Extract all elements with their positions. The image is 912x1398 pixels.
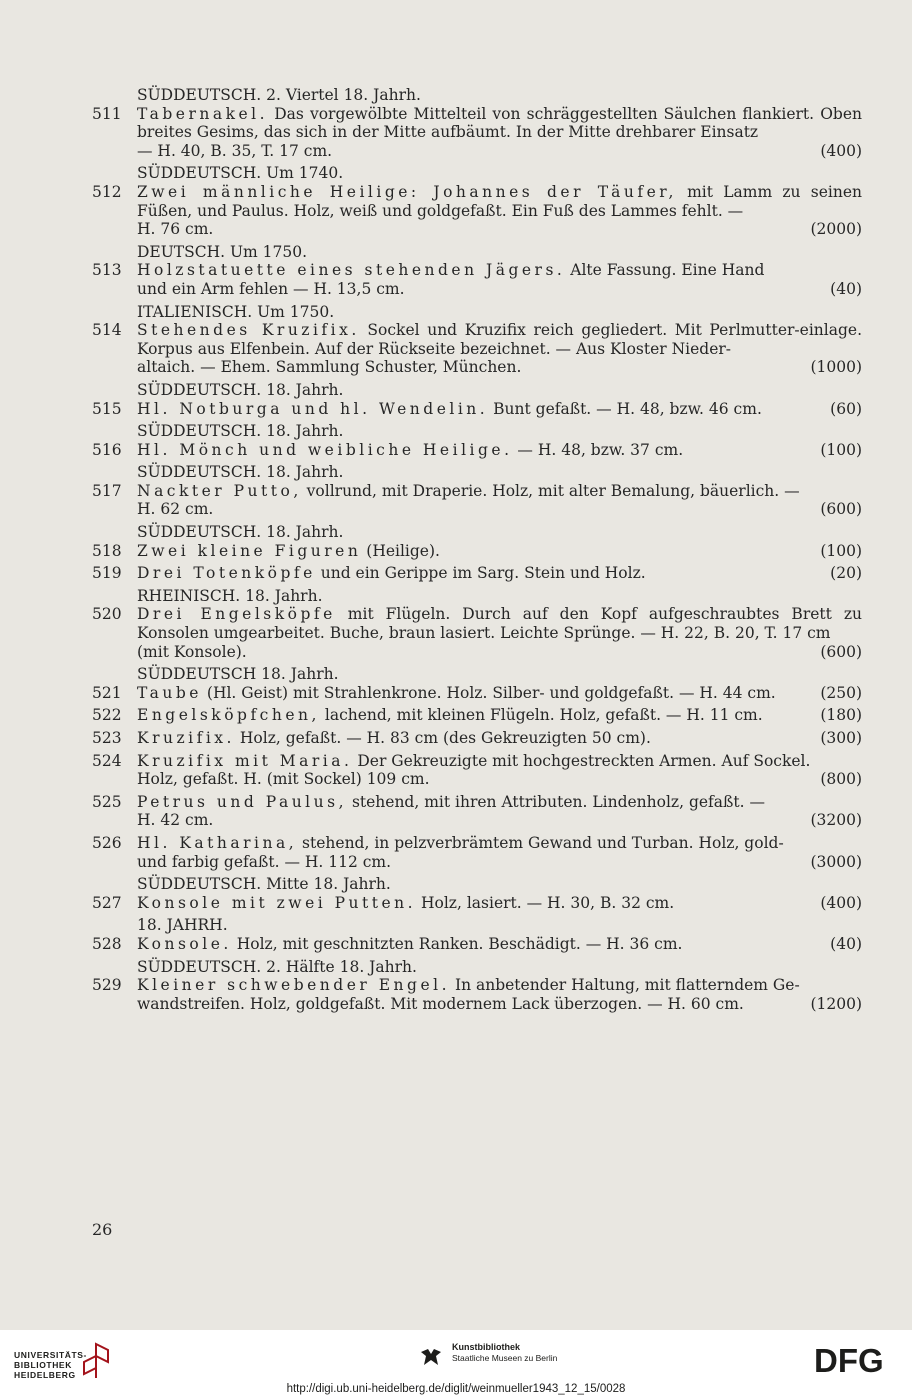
lot-number: 526 xyxy=(92,833,122,852)
entry-text: Der Gekreuzigte mit hochgestreckten Armen. Auf Sockel. xyxy=(352,751,811,770)
university-library-name xyxy=(14,1350,87,1380)
entry-price: (60) xyxy=(830,399,862,418)
entry-row xyxy=(92,605,862,661)
kunstbibliothek-name: Kunstbibliothek xyxy=(452,1342,520,1352)
catalog-entry xyxy=(92,86,862,160)
lot-number: 518 xyxy=(92,541,122,560)
catalog-entry xyxy=(92,958,862,1014)
lot-number: 523 xyxy=(92,729,122,747)
catalog-entry xyxy=(92,875,862,912)
entry-last-line xyxy=(92,280,862,299)
entry-row xyxy=(92,542,862,561)
entry-title: Nackter Putto, xyxy=(137,481,302,500)
entry-price: (2000) xyxy=(810,220,862,239)
entry-text: Alte Fassung. Eine Hand xyxy=(565,261,765,280)
entry-header: SÜDDEUTSCH. 2. Hälfte 18. Jahrh. xyxy=(137,957,417,976)
entry-title: Engelsköpfchen, xyxy=(137,706,320,725)
entry-header: 18. JAHRH. xyxy=(137,916,228,935)
entry-description xyxy=(92,183,862,220)
entry-description xyxy=(92,605,862,642)
entry-last-line xyxy=(92,500,862,519)
entry-end-text: — H. 48, bzw. 37 cm. xyxy=(512,440,684,459)
entry-end-text: Holz, gefaßt. — H. 83 cm (des Gekreuzigten 50 cm). xyxy=(234,729,651,747)
entry-row xyxy=(92,482,862,519)
entry-last-line xyxy=(92,853,862,872)
entry-end-text: wandstreifen. Holz, goldgefaßt. Mit modernem Lack überzogen. — H. 60 cm. xyxy=(137,994,744,1013)
entry-last-line xyxy=(92,142,862,161)
kunstbibliothek-subtitle: Staatliche Museen zu Berlin xyxy=(452,1353,558,1363)
entry-description xyxy=(92,976,862,995)
entry-row xyxy=(92,684,862,703)
entry-row xyxy=(92,261,862,298)
entry-description xyxy=(92,752,862,771)
entry-end-text: — H. 40, B. 35, T. 17 cm. xyxy=(137,141,333,160)
entry-text: stehend, in pelzverbrämtem Gewand und Turban. Holz, gold- xyxy=(297,833,784,852)
catalog-entry xyxy=(92,665,862,702)
catalog-entry xyxy=(92,303,862,377)
entry-title: Zwei männliche Heilige: Johannes der Täufer, xyxy=(137,182,677,201)
entry-last-line xyxy=(92,811,862,830)
entry-price: (800) xyxy=(820,770,862,789)
entry-end-text: Holz, lasiert. — H. 30, B. 32 cm. xyxy=(416,893,675,912)
lot-number: 514 xyxy=(92,321,122,340)
entry-row xyxy=(92,105,862,161)
catalog-entry xyxy=(92,422,862,459)
catalog-entry xyxy=(92,564,862,583)
entry-header: SÜDDEUTSCH. 18. Jahrh. xyxy=(137,523,344,542)
catalog-entry xyxy=(92,463,862,519)
entry-price: (600) xyxy=(820,642,862,661)
entry-price: (100) xyxy=(820,541,862,560)
entry-header: SÜDDEUTSCH. Um 1740. xyxy=(137,164,344,183)
lot-number: 529 xyxy=(92,976,122,995)
entry-text: vollrund, mit Draperie. Holz, mit alter Bemalung, bäuerlich. — xyxy=(301,481,800,500)
entry-description xyxy=(92,706,862,725)
entry-price: (400) xyxy=(820,141,862,160)
entry-title: Holzstatuette eines stehenden Jägers. xyxy=(137,261,566,280)
entry-last-line xyxy=(92,643,862,662)
entry-row xyxy=(92,400,862,419)
catalog-entries xyxy=(92,86,862,1017)
entry-text: mit Lamm zu seinen Füßen, und Paulus. Holz, weiß und goldgefaßt. Ein Fuß des Lammes fehlt. — xyxy=(137,182,862,220)
entry-end-text: H. 62 cm. xyxy=(137,500,214,519)
university-line-1: UNIVERSITÄTS- xyxy=(14,1350,87,1360)
lot-number: 522 xyxy=(92,706,122,725)
entry-title: Taube xyxy=(137,683,202,702)
entry-description xyxy=(92,564,862,583)
entry-description xyxy=(92,729,862,748)
entry-title: Hl. Mönch und weibliche Heilige. xyxy=(137,440,513,459)
entry-last-line xyxy=(92,770,862,789)
entry-last-line xyxy=(92,995,862,1014)
entry-header: SÜDDEUTSCH. 18. Jahrh. xyxy=(137,422,344,441)
entry-end-text: H. 76 cm. xyxy=(137,220,214,239)
entry-text: Das vorgewölbte Mittelteil von schräggestellten Säulchen flankiert. Oben breites Gesims, das sich in der Mitte aufbäumt. In der Mitte drehbarer Einsatz xyxy=(137,104,862,142)
entry-title: Hl. Katharina, xyxy=(137,833,298,852)
lot-number: 511 xyxy=(92,104,122,123)
lot-number: 521 xyxy=(92,683,122,702)
entry-end-text: Holz, gefaßt. H. (mit Sockel) 109 cm. xyxy=(137,770,430,789)
entry-price: (600) xyxy=(820,500,862,519)
lot-number: 516 xyxy=(92,440,122,459)
lot-number: 517 xyxy=(92,481,122,500)
entry-header: RHEINISCH. 18. Jahrh. xyxy=(137,586,323,605)
entry-row xyxy=(92,976,862,1013)
lot-number: 512 xyxy=(92,182,122,201)
entry-text: In anbetender Haltung, mit flatterndem Ge- xyxy=(450,976,800,995)
entry-price: (100) xyxy=(820,440,862,459)
entry-end-text: altaich. — Ehem. Sammlung Schuster, München. xyxy=(137,358,522,377)
entry-description xyxy=(92,542,862,561)
entry-row xyxy=(92,894,862,913)
entry-price: (3200) xyxy=(810,811,862,830)
entry-title: Petrus und Paulus, xyxy=(137,792,348,811)
entry-description xyxy=(92,793,862,812)
catalog-entry xyxy=(92,916,862,953)
entry-header: SÜDDEUTSCH. 18. Jahrh. xyxy=(137,380,344,399)
entry-title: Kleiner schwebender Engel. xyxy=(137,976,451,995)
entry-last-line xyxy=(92,358,862,377)
entry-end-text: H. 42 cm. xyxy=(137,811,214,830)
entry-text: stehend, mit ihren Attributen. Lindenholz, gefaßt. — xyxy=(347,792,765,811)
entry-header: DEUTSCH. Um 1750. xyxy=(137,242,308,261)
page-number: 26 xyxy=(92,1220,113,1239)
entry-title: Hl. Notburga und hl. Wendelin. xyxy=(137,399,489,418)
entry-end-text: und ein Arm fehlen — H. 13,5 cm. xyxy=(137,279,405,298)
entry-header: SÜDDEUTSCH. 18. Jahrh. xyxy=(137,463,344,482)
entry-description xyxy=(92,935,862,954)
entry-row xyxy=(92,935,862,954)
entry-description xyxy=(92,894,862,913)
entry-end-text: (Heilige). xyxy=(361,541,440,560)
lot-number: 524 xyxy=(92,751,122,770)
entry-row xyxy=(92,441,862,460)
entry-price: (300) xyxy=(820,729,862,747)
entry-end-text: Holz, mit geschnitzten Ranken. Beschädigt. — H. 36 cm. xyxy=(231,934,683,953)
lot-number: 525 xyxy=(92,792,122,811)
catalog-entry xyxy=(92,752,862,789)
catalog-entry xyxy=(92,729,862,748)
entry-title: Drei Totenköpfe xyxy=(137,564,316,583)
dfg-logo-text: DFG xyxy=(814,1344,884,1376)
entry-row xyxy=(92,183,862,239)
entry-price: (250) xyxy=(820,683,862,702)
entry-end-text: lachend, mit kleinen Flügeln. Holz, gefaßt. — H. 11 cm. xyxy=(319,706,763,725)
dfg-logo xyxy=(814,1344,902,1376)
entry-end-text: Bunt gefaßt. — H. 48, bzw. 46 cm. xyxy=(488,399,762,418)
entry-header: ITALIENISCH. Um 1750. xyxy=(137,302,335,321)
catalog-entry xyxy=(92,793,862,830)
catalog-entry xyxy=(92,164,862,238)
source-url-link[interactable]: http://digi.ub.uni-heidelberg.de/diglit/weinmueller1943_12_15/0028 xyxy=(286,1383,626,1395)
entry-description xyxy=(92,105,862,142)
catalog-entry xyxy=(92,587,862,661)
entry-header: SÜDDEUTSCH. 2. Viertel 18. Jahrh. xyxy=(137,86,421,104)
entry-last-line xyxy=(92,220,862,239)
footer-bar xyxy=(0,1330,912,1398)
entry-text: Sockel und Kruzifix reich gegliedert. Mit Perlmutter-einlage. Korpus aus Elfenbein. Auf der Rückseite bezeichnet. — Aus Kloster Nieder- xyxy=(137,321,862,358)
entry-text: mit Flügeln. Durch auf den Kopf aufgeschraubtes Brett zu Konsolen umgearbeitet. Buche, braun lasiert. Leichte Sprünge. — H. 22, B. 20, T. 17 cm xyxy=(137,605,862,643)
entry-price: (20) xyxy=(830,564,862,583)
entry-description xyxy=(92,261,862,280)
entry-description xyxy=(92,400,862,419)
catalog-entry xyxy=(92,243,862,299)
lot-number: 519 xyxy=(92,564,122,583)
entry-row xyxy=(92,321,862,377)
entry-description xyxy=(92,441,862,460)
entry-price: (3000) xyxy=(810,852,862,871)
entry-description xyxy=(92,834,862,853)
entry-row xyxy=(92,564,862,583)
entry-row xyxy=(92,729,862,748)
lot-number: 515 xyxy=(92,399,122,418)
entry-end-text: (Hl. Geist) mit Strahlenkrone. Holz. Silber- und goldgefaßt. — H. 44 cm. xyxy=(201,683,776,702)
catalog-entry xyxy=(92,523,862,560)
kunstbibliothek-eagle-icon xyxy=(418,1344,444,1370)
entry-header: SÜDDEUTSCH 18. Jahrh. xyxy=(137,665,339,684)
lot-number: 513 xyxy=(92,261,122,280)
entry-price: (40) xyxy=(830,279,862,298)
entry-title: Kruzifix mit Maria. xyxy=(137,751,353,770)
entry-title: Stehendes Kruzifix. xyxy=(137,321,360,340)
entry-price: (400) xyxy=(820,893,862,912)
university-line-3: HEIDELBERG xyxy=(14,1370,76,1380)
catalog-entry xyxy=(92,834,862,871)
entry-price: (40) xyxy=(830,934,862,953)
entry-end-text: und ein Gerippe im Sarg. Stein und Holz. xyxy=(315,564,646,583)
entry-row xyxy=(92,793,862,830)
university-logo-icon xyxy=(82,1342,110,1380)
entry-title: Konsole mit zwei Putten. xyxy=(137,893,417,912)
entry-end-text: und farbig gefaßt. — H. 112 cm. xyxy=(137,852,392,871)
entry-row xyxy=(92,752,862,789)
catalog-entry xyxy=(92,706,862,725)
entry-row xyxy=(92,834,862,871)
lot-number: 528 xyxy=(92,934,122,953)
entry-price: (180) xyxy=(820,706,862,725)
catalog-entry xyxy=(92,381,862,418)
entry-description xyxy=(92,321,862,358)
lot-number: 520 xyxy=(92,605,122,624)
entry-header: SÜDDEUTSCH. Mitte 18. Jahrh. xyxy=(137,875,391,894)
entry-title: Kruzifix. xyxy=(137,729,235,747)
university-line-2: BIBLIOTHEK xyxy=(14,1360,72,1370)
entry-description xyxy=(92,684,862,703)
entry-title: Konsole. xyxy=(137,934,232,953)
entry-title: Drei Engelsköpfe xyxy=(137,605,336,624)
kunstbibliothek-label xyxy=(452,1342,557,1364)
entry-price: (1000) xyxy=(810,358,862,377)
entry-price: (1200) xyxy=(810,994,862,1013)
entry-row xyxy=(92,706,862,725)
lot-number: 527 xyxy=(92,893,122,912)
entry-title: Tabernakel. xyxy=(137,104,269,123)
entry-title: Zwei kleine Figuren xyxy=(137,541,362,560)
entry-description xyxy=(92,482,862,501)
entry-end-text: (mit Konsole). xyxy=(137,642,247,661)
